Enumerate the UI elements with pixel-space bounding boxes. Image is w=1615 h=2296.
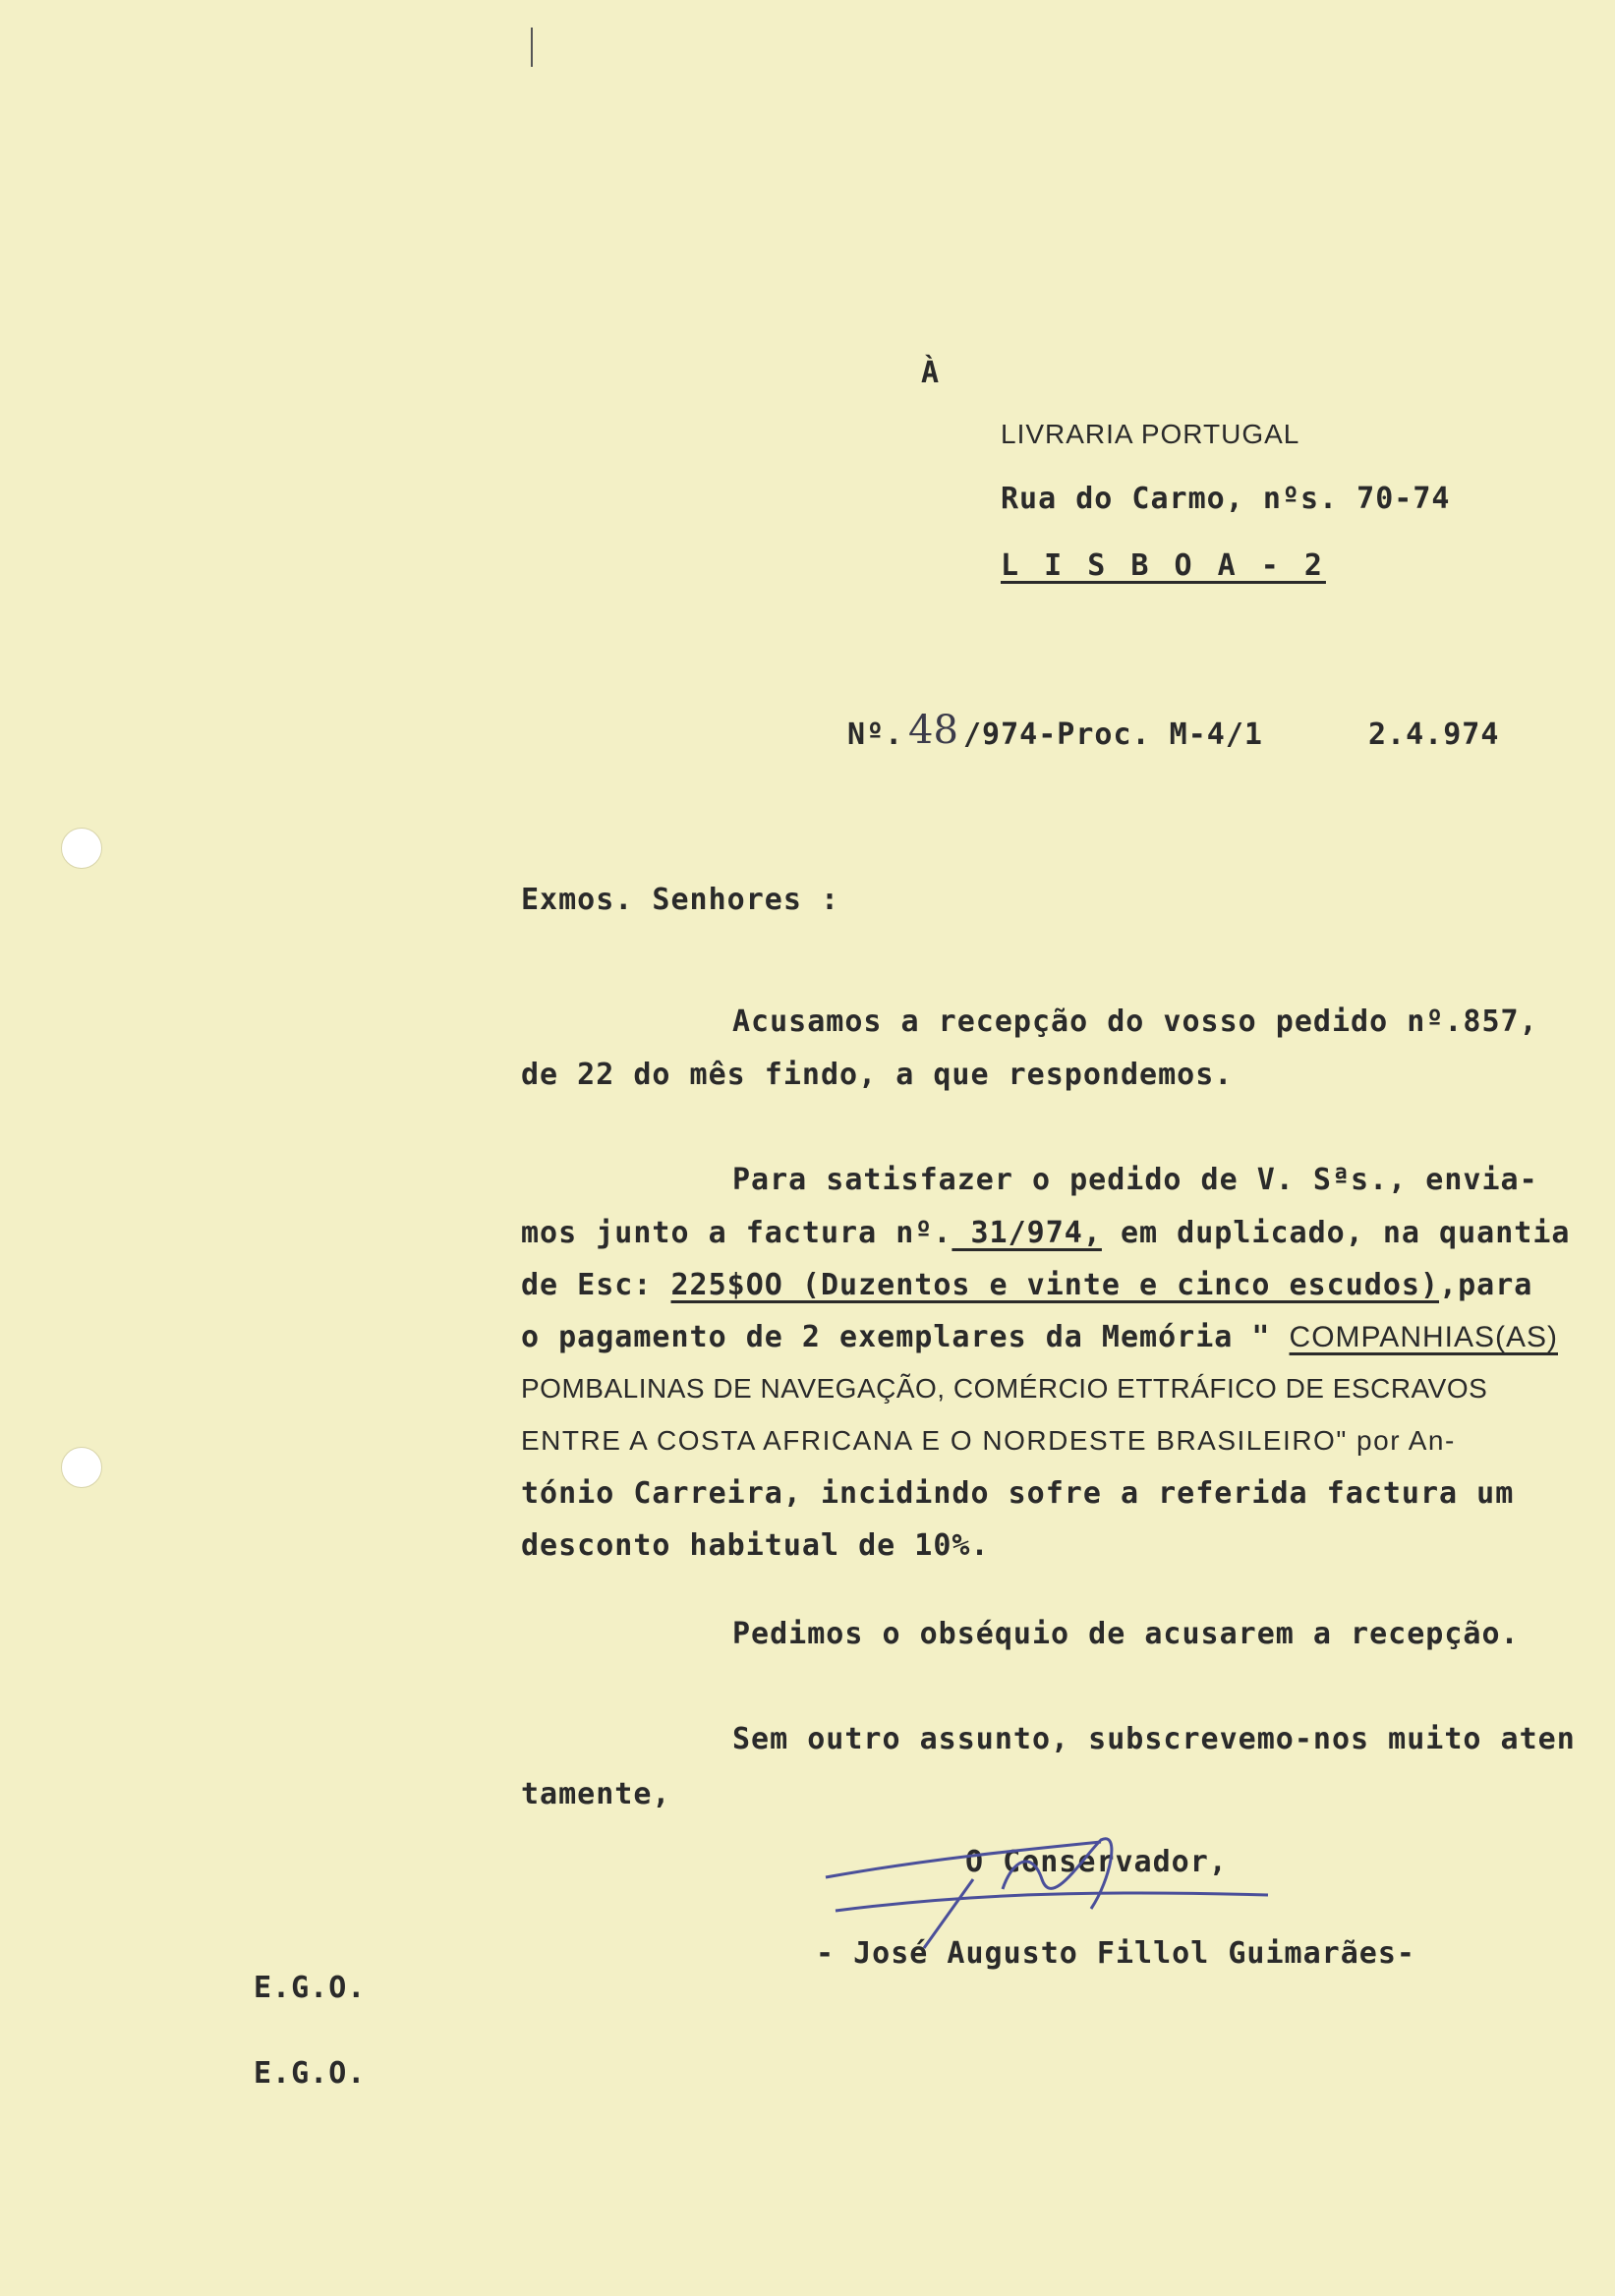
- invoice-text: mos junto a factura nº.: [521, 1216, 952, 1250]
- closing-role: O Conservador,: [965, 1845, 1228, 1879]
- invoice-number: 31/974,: [952, 1216, 1102, 1250]
- paragraph-3: Pedimos o obséquio de acusarem a recepção.: [732, 1617, 1520, 1651]
- amount-value: 225$OO (Duzentos e vinte e cinco escudos): [670, 1268, 1440, 1302]
- paragraph-2-line-2: [521, 1216, 1570, 1251]
- salutation: Exmos. Senhores :: [521, 883, 840, 917]
- recipient-city: L I S B O A - 2: [1001, 548, 1326, 583]
- paragraph-2-line-7: tónio Carreira, incidindo sofre a referida factura um: [521, 1476, 1515, 1511]
- handwritten-reference-number: 48: [908, 708, 958, 753]
- signatory-name: - José Augusto Fillol Guimarães-: [816, 1936, 1415, 1971]
- punch-hole-bottom: [61, 1447, 102, 1488]
- paragraph-1-line-2: de 22 do mês findo, a que respondemos.: [521, 1058, 1234, 1092]
- amount-label: de Esc:: [521, 1268, 671, 1302]
- footer-initials-1: E.G.O.: [254, 1971, 367, 2005]
- amount-text-end: ,para: [1439, 1268, 1533, 1302]
- recipient-name: LIVRARIA PORTUGAL: [1001, 419, 1300, 449]
- punch-hole-top: [61, 828, 102, 869]
- paragraph-4-line-1: Sem outro assunto, subscrevemo-nos muito aten: [732, 1722, 1576, 1756]
- paragraph-2-line-8: desconto habitual de 10%.: [521, 1528, 990, 1563]
- paragraph-2-line-5: POMBALINAS DE NAVEGAÇÃO, COMÉRCIO ETTRÁFICO DE ESCRAVOS: [521, 1373, 1488, 1404]
- paragraph-4-line-2: tamente,: [521, 1777, 671, 1811]
- reference-date: 2.4.974: [1368, 718, 1500, 752]
- paragraph-1-line-1: Acusamos a recepção do vosso pedido nº.857,: [732, 1004, 1538, 1039]
- memoir-text: o pagamento de 2 exemplares da Memória ": [521, 1320, 1290, 1354]
- reference-line: [847, 708, 1500, 753]
- paragraph-2-line-1: Para satisfazer o pedido de V. Sªs., envia-: [732, 1163, 1538, 1197]
- invoice-text-end: em duplicado, na quantia: [1101, 1216, 1571, 1250]
- recipient-street: Rua do Carmo, nºs. 70-74: [1001, 482, 1451, 516]
- paragraph-2-line-6: ENTRE A COSTA AFRICANA E O NORDESTE BRASILEIRO" por An-: [521, 1425, 1456, 1456]
- address-prefix: À: [921, 356, 941, 390]
- pen-mark: [531, 28, 533, 67]
- memoir-title-start: COMPANHIAS(AS): [1289, 1321, 1558, 1353]
- footer-initials-2: E.G.O.: [254, 2056, 367, 2091]
- paragraph-2-line-4: [521, 1320, 1558, 1355]
- reference-label: Nº.: [847, 718, 904, 752]
- reference-process: /974-Proc. M-4/1: [963, 718, 1263, 752]
- paragraph-2-line-3: [521, 1268, 1532, 1303]
